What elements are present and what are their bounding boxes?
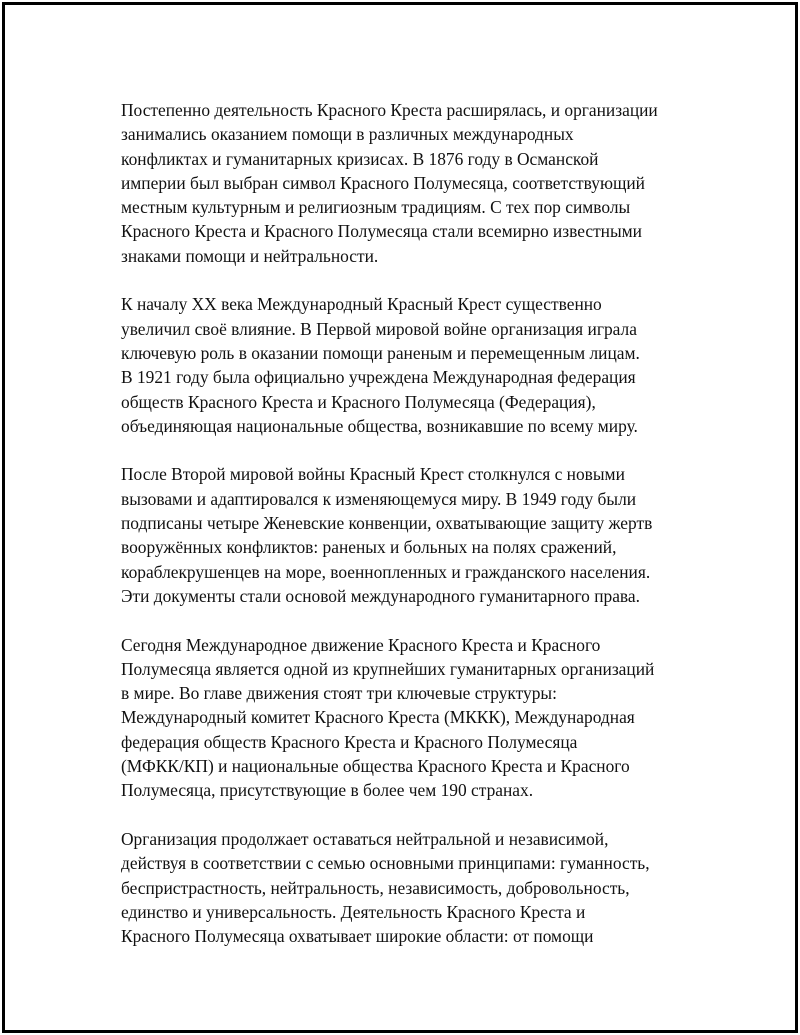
text-line: В 1921 году была официально учреждена Международная федерация <box>121 367 636 388</box>
text-line: конфликтах и гуманитарных кризисах. В 1876 году в Османской <box>121 148 599 169</box>
text-line: занимались оказанием помощи в различных международных <box>121 124 574 145</box>
text-line: увеличил своё влияние. В Первой мировой войне организация играла <box>121 318 637 339</box>
text-line: империи был выбран символ Красного Полумесяца, соответствующий <box>121 172 645 193</box>
paragraph-2 <box>121 292 701 438</box>
paragraph-4 <box>121 633 701 803</box>
text-line: знаками помощи и нейтральности. <box>121 245 379 266</box>
text-line: Полумесяца является одной из крупнейших гуманитарных организаций <box>121 658 655 679</box>
text-line: Международный комитет Красного Креста (МККК), Международная <box>121 707 635 728</box>
text-line: кораблекрушенцев на море, военнопленных и гражданского населения. <box>121 561 651 582</box>
text-line: в мире. Во главе движения стоят три ключевые структуры: <box>121 683 557 704</box>
page-frame <box>2 2 798 1033</box>
text-line: После Второй мировой войны Красный Крест столкнулся с новыми <box>121 464 625 485</box>
text-line: вызовами и адаптировался к изменяющемуся миру. В 1949 году были <box>121 488 637 509</box>
paragraph-5 <box>121 827 701 948</box>
text-line: беспристрастность, нейтральность, независимость, добровольность, <box>121 877 630 898</box>
text-line: Сегодня Международное движение Красного Креста и Красного <box>121 634 601 655</box>
paragraph-1 <box>121 98 701 268</box>
text-line: Эти документы стали основой международного гуманитарного права. <box>121 585 640 606</box>
text-line: действуя в соответствии с семью основными принципами: гуманность, <box>121 853 650 874</box>
text-line: вооружённых конфликтов: раненых и больных на полях сражений, <box>121 537 617 558</box>
text-line: К началу XX века Международный Красный Крест существенно <box>121 294 602 315</box>
text-line: обществ Красного Креста и Красного Полумесяца (Федерация), <box>121 391 596 412</box>
paragraph-3 <box>121 462 701 608</box>
text-line: Красного Креста и Красного Полумесяца стали всемирно известными <box>121 221 642 242</box>
text-line: Полумесяца, присутствующие в более чем 190 странах. <box>121 780 534 801</box>
text-line: местным культурным и религиозным традициям. С тех пор символы <box>121 197 631 218</box>
document-body <box>121 98 701 973</box>
text-line: ключевую роль в оказании помощи раненым и перемещенным лицам. <box>121 342 640 363</box>
text-line: объединяющая национальные общества, возникавшие по всему миру. <box>121 415 638 436</box>
text-line: федерация обществ Красного Креста и Красного Полумесяца <box>121 731 578 752</box>
text-line: (МФКК/КП) и национальные общества Красного Креста и Красного <box>121 756 630 777</box>
text-line: Постепенно деятельность Красного Креста расширялась, и организации <box>121 100 658 120</box>
text-line: единство и универсальность. Деятельность Красного Креста и <box>121 901 586 922</box>
text-line: Красного Полумесяца охватывает широкие области: от помощи <box>121 926 594 947</box>
text-line: подписаны четыре Женевские конвенции, охватывающие защиту жертв <box>121 513 653 534</box>
text-line: Организация продолжает оставаться нейтральной и независимой, <box>121 828 609 849</box>
